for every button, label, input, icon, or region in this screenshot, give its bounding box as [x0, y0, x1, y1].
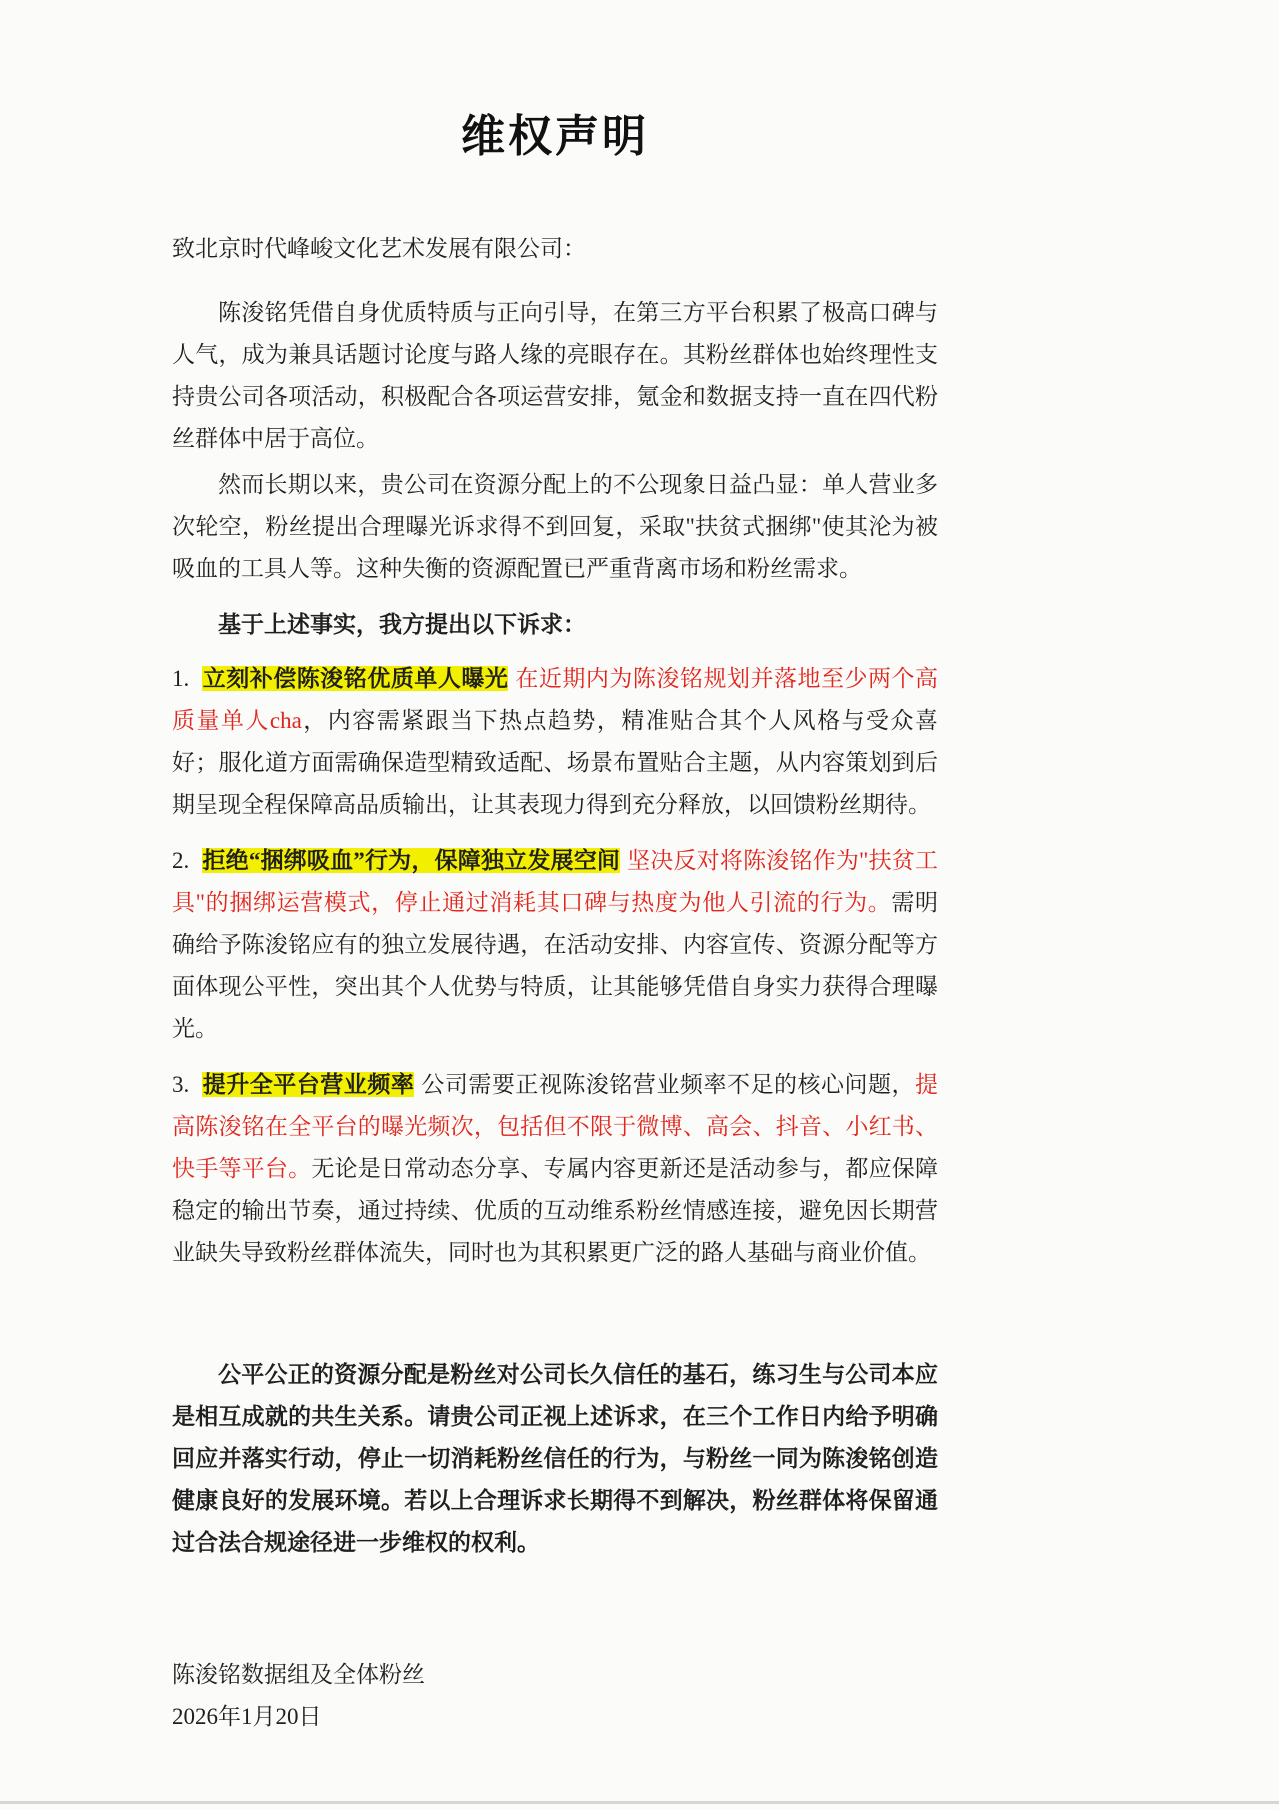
demand-2-text-red: 坚决反对将陈浚铭作为"扶贫工具"的捆绑运营模式，停止通过消耗其口碑与热度为他人引流的行为。	[172, 848, 939, 915]
demand-3-heading-highlighted: 提升全平台营业频率	[202, 1072, 415, 1097]
demand-2-heading-highlighted: 拒绝“捆绑吸血”行为，保障独立发展空间	[202, 848, 621, 873]
demand-3-text-red: 提高陈浚铭在全平台的曝光频次，包括但不限于微博、高会、抖音、小红书、快手等平台。	[172, 1072, 939, 1181]
closing-paragraph: 公平公正的资源分配是粉丝对公司长久信任的基石，练习生与公司本应是相互成就的共生关系。请贵公司正视上述诉求，在三个工作日内给予明确回应并落实行动，停止一切消耗粉丝信任的行为，与粉丝一同为陈浚铭创造健康良好的发展环境。若以上合理诉求长期得不到解决，粉丝群体将保留通过合法合规途径进一步维权的权利。	[172, 1362, 938, 1555]
demand-2-number: 2.	[172, 848, 190, 873]
paragraph-intro-1: 陈浚铭凭借自身优质特质与正向引导，在第三方平台积累了极高口碑与人气，成为兼具话题讨论度与路人缘的亮眼存在。其粉丝群体也始终理性支持贵公司各项活动，积极配合各项运营安排，氪金和数据支持一直在四代粉丝群体中居于高位。	[172, 300, 938, 451]
demand-3-number: 3.	[172, 1072, 190, 1097]
demand-1-text-rest: ，内容需紧跟当下热点趋势，精准贴合其个人风格与受众喜好；服化道方面需确保造型精致适配、场景布置贴合主题，从内容策划到后期呈现全程保障高品质输出，让其表现力得到充分释放，以回馈粉丝期待。	[172, 708, 938, 817]
demand-2-text-rest: 需明确给予陈浚铭应有的独立发展待遇，在活动安排、内容宣传、资源分配等方面体现公平性，突出其个人优势与特质，让其能够凭借自身实力获得合理曝光。	[172, 890, 939, 1041]
salutation: 致北京时代峰峻文化艺术发展有限公司：	[172, 236, 586, 261]
demand-1-text-red: 在近期内为陈浚铭规划并落地至少两个高质量单人cha	[172, 666, 939, 733]
demand-3-text-pre: 公司需要正视陈浚铭营业频率不足的核心问题，	[421, 1072, 916, 1097]
demands-intro: 基于上述事实，我方提出以下诉求：	[218, 612, 586, 637]
signature-name: 陈浚铭数据组及全体粉丝	[172, 1662, 425, 1687]
demand-3-text-rest: 无论是日常动态分享、专属内容更新还是活动参与，都应保障稳定的输出节奏，通过持续、优质的互动维系粉丝情感连接，避免因长期营业缺失导致粉丝群体流失，同时也为其积累更广泛的路人基础与商业价值。	[172, 1156, 938, 1265]
paragraph-intro-2: 然而长期以来，贵公司在资源分配上的不公现象日益凸显：单人营业多次轮空，粉丝提出合理曝光诉求得不到回复，采取"扶贫式捆绑"使其沦为被吸血的工具人等。这种失衡的资源配置已严重背离市场和粉丝需求。	[172, 472, 938, 581]
demand-1-heading-highlighted: 立刻补偿陈浚铭优质单人曝光	[202, 666, 509, 691]
signature-block	[172, 1654, 938, 1738]
demand-item-3	[172, 1064, 938, 1274]
demand-1-number: 1.	[172, 666, 190, 691]
demand-item-1	[172, 658, 938, 826]
page-bottom-edge	[0, 1801, 1279, 1804]
document-title: 维权声明	[461, 112, 649, 161]
demand-item-2	[172, 840, 938, 1050]
signature-date: 2026年1月20日	[172, 1704, 322, 1729]
